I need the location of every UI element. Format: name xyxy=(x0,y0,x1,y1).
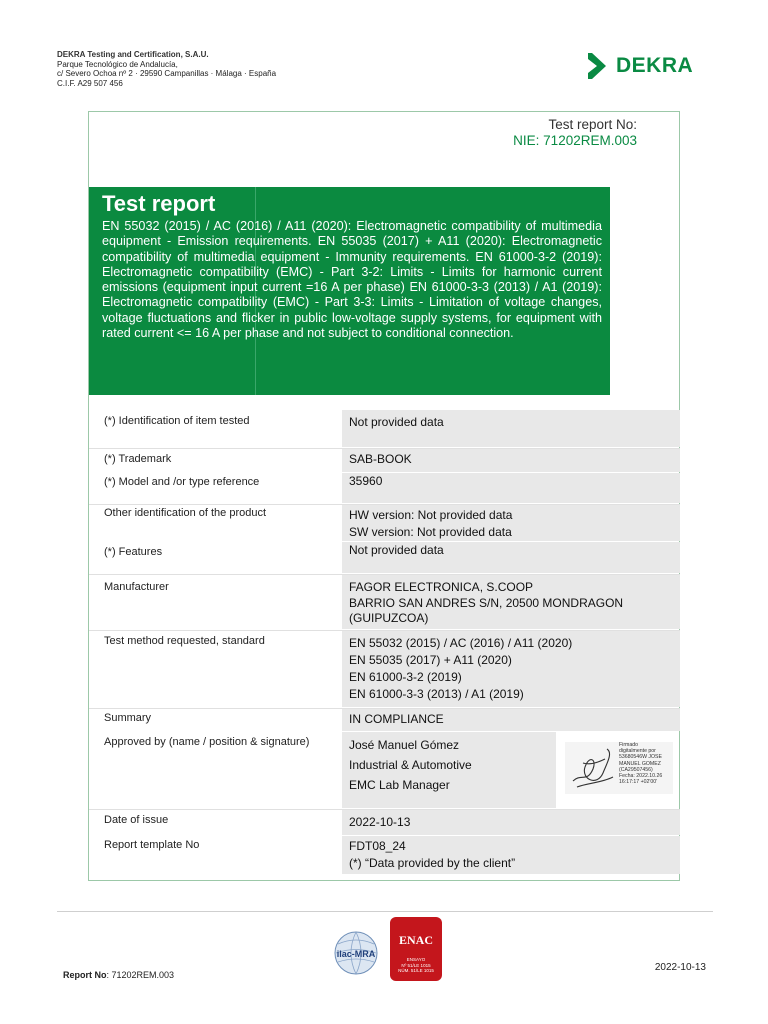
row-value xyxy=(342,505,680,541)
row-label: (*) Identification of item tested xyxy=(104,415,250,427)
value-line: (*) “Data provided by the client” xyxy=(349,856,516,870)
report-number-block xyxy=(513,117,637,149)
signature-line: 16:17:17 +02'00' xyxy=(619,779,658,786)
row-label: Manufacturer xyxy=(104,581,169,593)
ilac-label: ilac-MRA xyxy=(336,949,376,959)
value-line: FAGOR ELECTRONICA, S.COOP xyxy=(349,580,534,594)
row-value xyxy=(342,410,680,447)
row-label: Other identification of the product xyxy=(104,507,267,519)
address-line: c/ Severo Ochoa nº 2 · 29590 Campanillas · Málaga · España xyxy=(57,69,277,78)
logo-text: DEKRA xyxy=(616,54,694,77)
footer-report-label: Report No xyxy=(63,970,107,980)
enac-sub-line: Nº 51/LE 1015 xyxy=(401,962,431,968)
signature-text xyxy=(619,742,675,785)
value-line: EN 55035 (2017) + A11 (2020) xyxy=(349,653,512,667)
company-name: DEKRA Testing and Certification, S.A.U. xyxy=(57,50,209,59)
footer-date: 2022-10-13 xyxy=(654,962,706,973)
row-value xyxy=(342,810,680,835)
report-number-value: NIE: 71202REM.003 xyxy=(513,133,637,148)
ilac-mra-logo xyxy=(330,930,382,976)
row-value xyxy=(342,732,556,808)
value-line: HW version: Not provided data xyxy=(349,508,513,522)
value-line: Not provided data xyxy=(349,415,444,429)
row-value xyxy=(342,473,680,503)
signature-line: (CA29507456) xyxy=(619,766,653,773)
value-line: IN COMPLIANCE xyxy=(349,712,444,726)
signature-line: 53680546W JOSE xyxy=(619,754,662,761)
enac-sub-line: NÚM. 51/LE 1015 xyxy=(398,968,434,973)
value-line: EN 61000-3-2 (2019) xyxy=(349,670,462,684)
signature-scribble-icon xyxy=(567,743,619,793)
value-line: EN 61000-3-3 (2013) / A1 (2019) xyxy=(349,687,524,701)
row-value xyxy=(342,542,680,573)
value-line: FDT08_24 xyxy=(349,839,406,853)
enac-logo xyxy=(390,917,442,981)
row-label: Test method requested, standard xyxy=(104,635,265,647)
signature-line: digitalmente por xyxy=(619,748,656,755)
footer-report-value: : 71202REM.003 xyxy=(106,970,175,980)
value-line: EMC Lab Manager xyxy=(349,778,450,792)
row-label: (*) Features xyxy=(104,546,163,558)
ilac-globe-icon xyxy=(330,930,382,976)
row-label: (*) Trademark xyxy=(104,453,172,465)
value-line: SAB-BOOK xyxy=(349,452,412,466)
value-line: 35960 xyxy=(349,474,383,488)
address-line: Parque Tecnológico de Andalucía, xyxy=(57,59,178,69)
row-label: Summary xyxy=(104,712,152,724)
signature-line: MANUEL GOMEZ xyxy=(619,760,661,767)
signature-line: Firmado xyxy=(619,742,639,748)
row-label: (*) Model and /or type reference xyxy=(104,476,260,488)
row-value xyxy=(342,449,680,472)
page-title: Test report xyxy=(102,191,216,216)
value-line: EN 55032 (2015) / AC (2016) / A11 (2020) xyxy=(349,636,573,650)
company-block xyxy=(57,50,276,88)
footer-report-number xyxy=(63,970,174,980)
row-value xyxy=(342,631,680,707)
enac-sub-line: ENSAYO xyxy=(406,957,426,962)
value-line: (GUIPUZCOA) xyxy=(349,611,429,625)
enac-label: ENAC xyxy=(398,933,433,947)
row-value xyxy=(342,709,680,731)
title-box xyxy=(89,187,610,395)
row-label: Date of issue xyxy=(104,814,169,826)
dekra-logo xyxy=(586,50,706,82)
value-line: Industrial & Automotive xyxy=(349,758,472,772)
row-value xyxy=(342,575,680,629)
standards-text: EN 55032 (2015) / AC (2016) / A11 (2020): Electromagnetic compatibility of multimedia equipment - Emission requirements. EN 55035 (2017) + A11 (2020): Electromagnetic compatibility of multimedia equipment - Immunity requirements. EN 61000-3-2 (2019): Electromagnetic compatibility (EMC) - Part 3-2: Limits - Limits for harmonic current emissions (equipment input current =16 A per phase) EN 61000-3-3 (2013) / A1 (2019): Electromagnetic compatibility (EMC) - Part 3-3: Limits - Limitation of voltage changes, voltage fluctuations and flicker in public low-voltage supply systems, for equipment with rated current <= 16 A per phase and not subject to conditional connection. xyxy=(102,219,602,341)
row-label: Approved by (name / position & signature) xyxy=(104,736,310,748)
signature-line: Fecha: 2022.10.26 xyxy=(619,773,663,780)
value-line: Not provided data xyxy=(349,543,444,557)
value-line: BARRIO SAN ANDRES S/N, 20500 MONDRAGON xyxy=(349,595,624,610)
footer-divider xyxy=(57,911,713,912)
enac-sub xyxy=(390,957,442,974)
value-line: 2022-10-13 xyxy=(349,815,411,829)
value-line: José Manuel Gómez xyxy=(349,738,460,752)
address-line: C.I.F. A29 507 456 xyxy=(57,78,123,88)
dekra-logo-icon xyxy=(586,51,610,81)
report-number-label: Test report No: xyxy=(548,117,637,132)
digital-signature xyxy=(565,742,673,794)
row-label: Report template No xyxy=(104,839,200,851)
value-line: SW version: Not provided data xyxy=(349,525,512,539)
row-value xyxy=(342,836,680,874)
